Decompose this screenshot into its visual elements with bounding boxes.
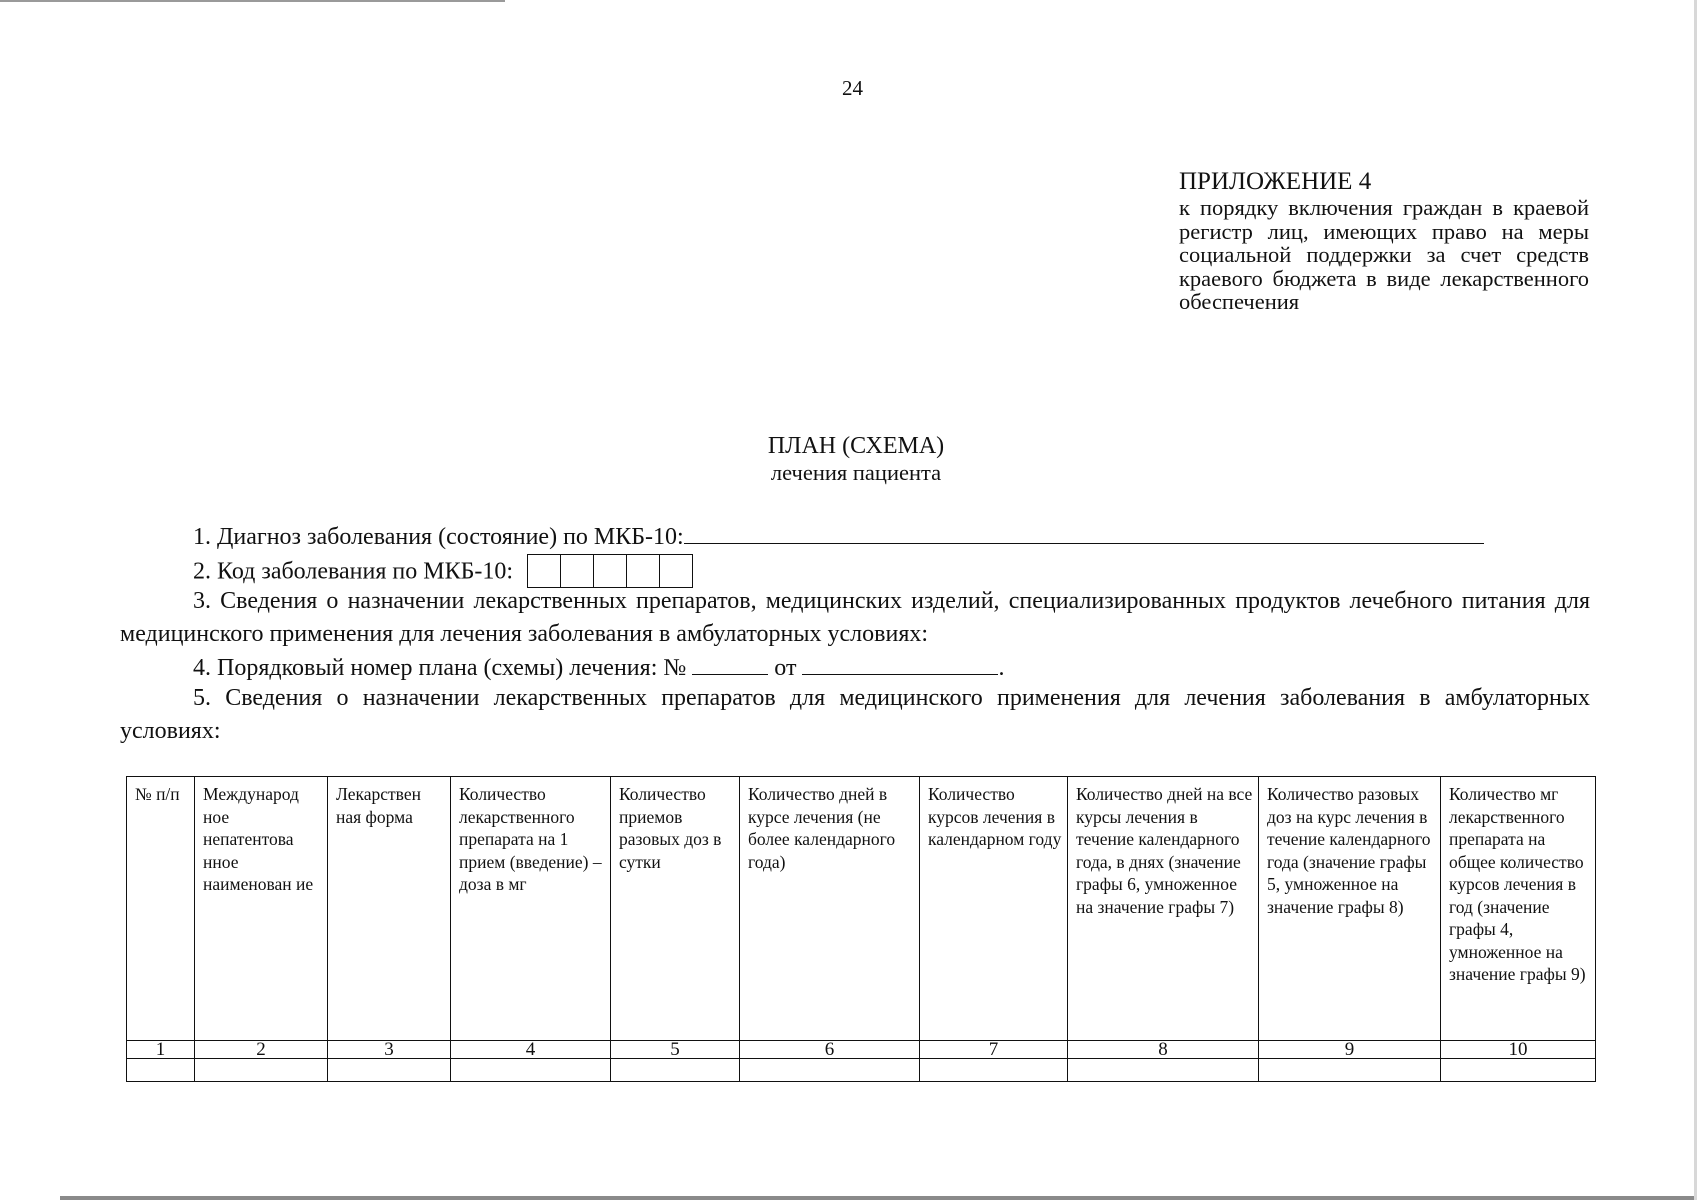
code-box-4[interactable] [627,555,660,587]
table-cell[interactable] [127,1059,195,1082]
diagnosis-field[interactable] [684,523,1484,544]
table-cell[interactable] [611,1059,740,1082]
diagnosis-label: 1. Диагноз заболевания (состояние) по МКБ-10: [193,524,684,550]
header-cell: Международ ное непатентова нное наименован ие [195,777,328,1041]
appendix-body: к порядку включения граждан в краевой регистр лиц, имеющих право на меры социальной поддержки за счет средств краевого бюджета в виде лекарственного обеспечения [1179,195,1589,314]
column-number: 2 [195,1041,328,1059]
plan-number-field[interactable] [692,654,768,675]
table-cell[interactable] [740,1059,920,1082]
table-cell[interactable] [328,1059,451,1082]
code-box-2[interactable] [561,555,594,587]
header-cell: Количество дней в курсе лечения (не более календарного года) [740,777,920,1041]
column-number: 1 [127,1041,195,1059]
header-cell: Количество приемов разовых доз в сутки [611,777,740,1041]
table-cell[interactable] [1259,1059,1441,1082]
code-label: 2. Код заболевания по МКБ-10: [193,558,514,585]
column-number: 7 [920,1041,1068,1059]
header-cell: Лекарствен ная форма [328,777,451,1041]
plan-number-from-label: от [774,655,797,681]
info-paragraph-3: 3. Сведения о назначении лекарственных препаратов, медицинских изделий, специализированных продуктов лечебного питания для медицинского применения для лечения заболевания в амбулаторных условиях: [120,588,1590,647]
appendix-block [1179,168,1589,314]
scan-edge-bottom [60,1196,1697,1200]
column-number-row [127,1041,1596,1059]
code-box-5[interactable] [660,555,692,587]
code-box-1[interactable] [528,555,561,587]
medications-table [126,776,1596,1082]
table-cell[interactable] [451,1059,611,1082]
column-number: 6 [740,1041,920,1059]
header-cell: Количество лекарственного препарата на 1 прием (введение) – доза в мг [451,777,611,1041]
header-cell: Количество мг лекарственного препарата на общее количество курсов лечения в год (значение графы 4, умноженное на значение графы 9) [1441,777,1596,1041]
plan-number-end: . [998,655,1005,681]
plan-number-label: 4. Порядковый номер плана (схемы) лечения: № [193,655,687,681]
table-header-row [127,777,1596,1041]
plan-subtitle: лечения пациента [770,460,942,485]
table-cell[interactable] [920,1059,1068,1082]
diagnosis-line [193,523,1484,552]
column-number: 3 [328,1041,451,1059]
column-number: 5 [611,1041,740,1059]
column-number: 10 [1441,1041,1596,1059]
page-number: 24 [842,76,863,100]
scan-edge-top [0,0,505,2]
info-paragraph-5: 5. Сведения о назначении лекарственных препаратов для медицинского применения для лечения заболевания в амбулаторных условиях: [120,685,1590,744]
code-box-3[interactable] [594,555,627,587]
header-cell: Количество курсов лечения в календарном году [920,777,1068,1041]
appendix-title: ПРИЛОЖЕНИЕ 4 [1179,168,1372,195]
plan-title: ПЛАН (СХЕМА) [767,433,945,459]
column-number: 4 [451,1041,611,1059]
code-boxes [527,554,693,588]
table-cell[interactable] [1068,1059,1259,1082]
table-row [127,1059,1596,1082]
table-cell[interactable] [195,1059,328,1082]
plan-date-field[interactable] [802,654,998,675]
table-cell[interactable] [1441,1059,1596,1082]
column-number: 9 [1259,1041,1441,1059]
header-cell: Количество дней на все курсы лечения в течение календарного года, в днях (значение графы 6, умноженное на значение графы 7) [1068,777,1259,1041]
header-cell: Количество разовых доз на курс лечения в течение календарного года (значение графы 5, умноженное на значение графы 8) [1259,777,1441,1041]
column-number: 8 [1068,1041,1259,1059]
header-cell: № п/п [127,777,195,1041]
plan-number-line [193,654,1004,683]
